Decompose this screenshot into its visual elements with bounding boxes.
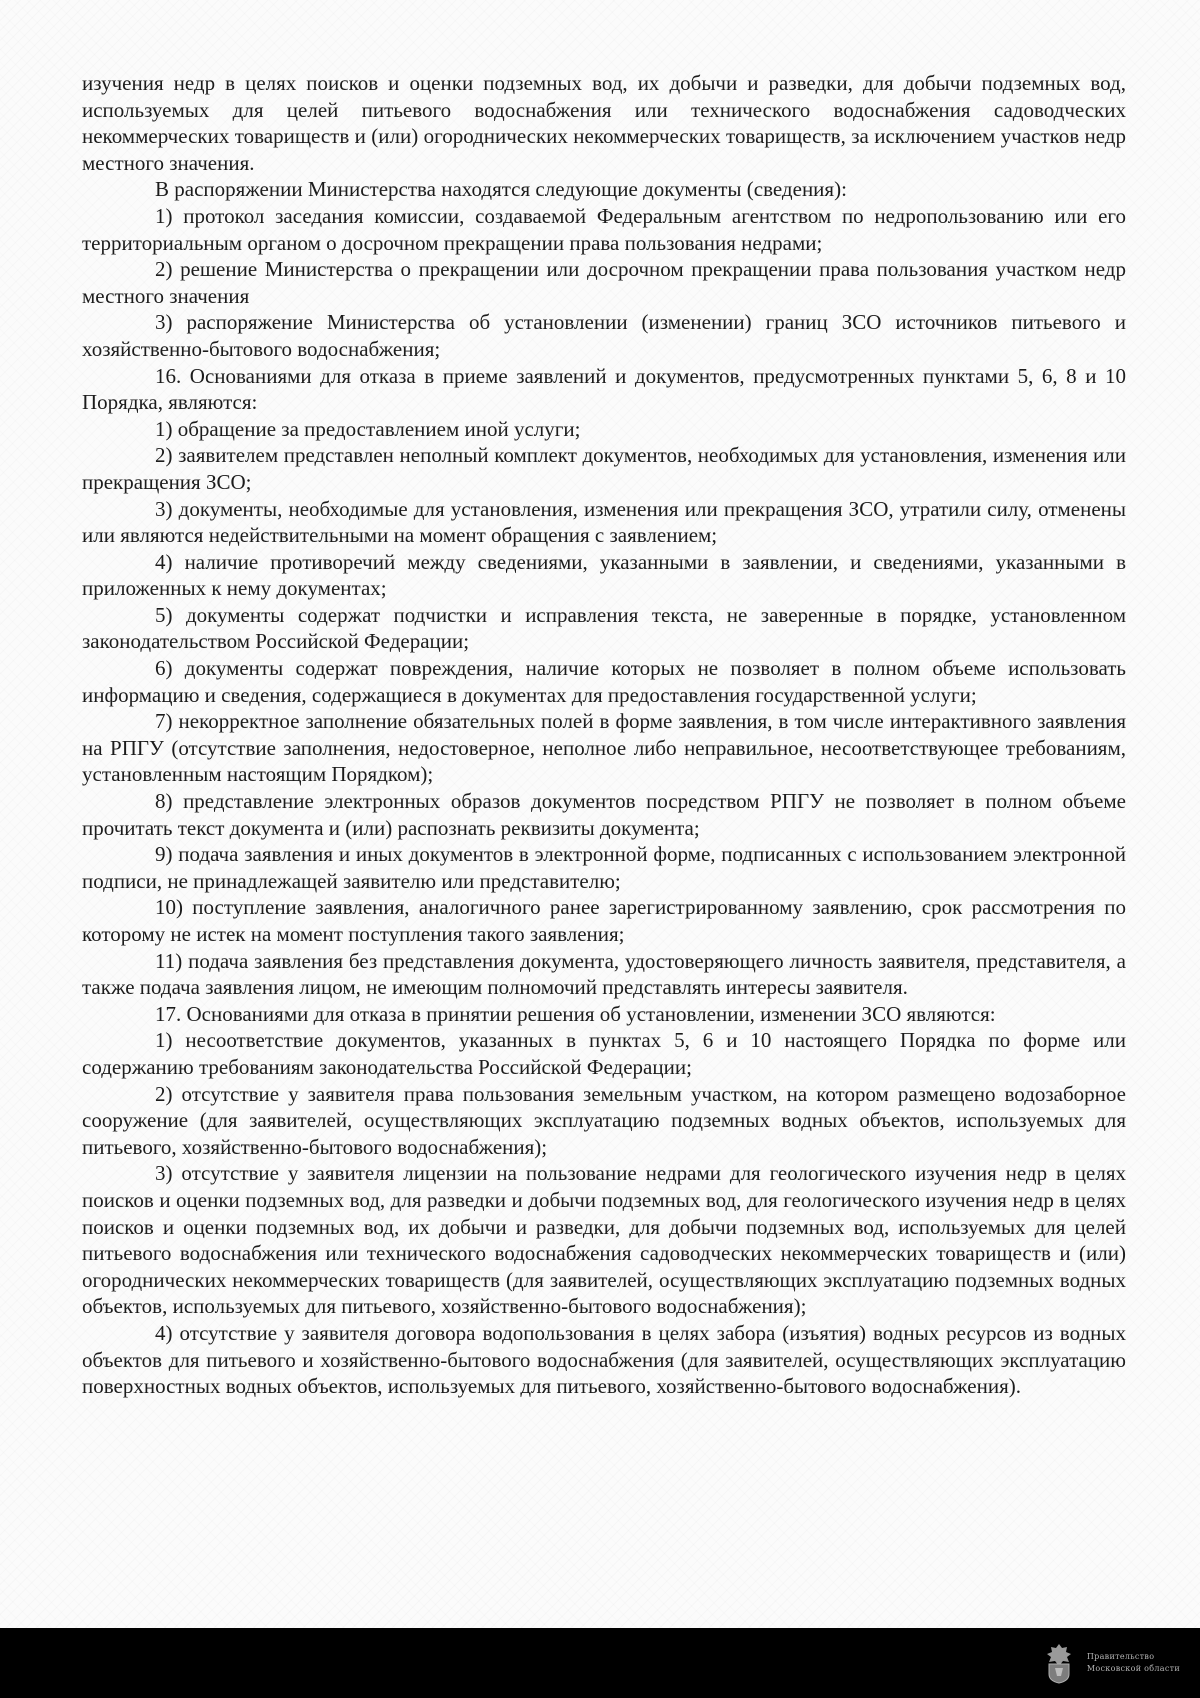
footer-logo: [1041, 1642, 1180, 1684]
coat-of-arms-icon: [1041, 1642, 1077, 1684]
footer-line-2: Московской области: [1086, 1664, 1180, 1673]
paragraph-item: 1) несоответствие документов, указанных в пунктах 5, 6 и 10 настоящего Порядка по форме или содержанию требованиям законодательства Российской Федерации;: [82, 1028, 1126, 1079]
paragraph-item: 4) наличие противоречий между сведениями, указанными в заявлении, и сведениями, указанными в приложенных к нему документах;: [82, 549, 1126, 601]
paragraph-item: 4) отсутствие у заявителя договора водопользования в целях забора (изъятия) водных ресурсов из водных объектов для питьевого и хозяйственно-бытового водоснабжения (для заявителей, осуществляющих эксплуатацию поверхностных водных объектов, используемых для питьевого, хозяйственно-бытового водоснабжения).: [82, 1320, 1126, 1399]
paragraph-item: 2) отсутствие у заявителя права пользования земельным участком, на котором размещено водозаборное сооружение (для заявителей, осуществляющих эксплуатацию подземных водных объектов, используемых для питьевого, хозяйственно-бытового водоснабжения);: [82, 1081, 1126, 1159]
paragraph-item: 9) подача заявления и иных документов в электронной форме, подписанных с использованием электронной подписи, не принадлежащей заявителю или представителю;: [82, 842, 1126, 893]
paragraph-item: 3) документы, необходимые для установления, изменения или прекращения ЗСО, утратили силу, отменены или являются недействительными на момент обращения с заявлением;: [82, 496, 1126, 548]
footer-caption: [1087, 1652, 1180, 1674]
paragraph-item: 1) протокол заседания комиссии, создаваемой Федеральным агентством по недропользованию или его территориальным органом о досрочном прекращении права пользования недрами;: [82, 203, 1126, 255]
paragraph-item: 8) представление электронных образов документов посредством РПГУ не позволяет в полном объеме прочитать текст документа и (или) распознать реквизиты документа;: [82, 789, 1126, 840]
paragraph-item: 10) поступление заявления, аналогичного ранее зарегистрированному заявлению, срок рассмотрения по которому не истек на момент поступления такого заявления;: [82, 895, 1126, 946]
paragraph-item: 1) обращение за предоставлением иной услуги;: [155, 416, 581, 441]
paragraph-item: 6) документы содержат повреждения, наличие которых не позволяет в полном объеме использовать информацию и сведения, содержащиеся в документах для предоставления государственной услуги;: [82, 656, 1126, 707]
document-body: [82, 70, 1126, 1400]
paragraph-clause-17: 17. Основаниями для отказа в принятии решения об установлении, изменении ЗСО являются:: [155, 1001, 996, 1026]
paragraph-item: 11) подача заявления без представления документа, удостоверяющего личность заявителя, представителя, а также подача заявления лицом, не имеющим полномочий представлять интересы заявителя.: [82, 948, 1126, 1000]
footer-line-1: Правительство: [1086, 1652, 1155, 1661]
paragraph-item: 2) заявителем представлен неполный комплект документов, необходимых для установления, изменения или прекращения ЗСО;: [82, 443, 1126, 494]
paragraph-item: 2) решение Министерства о прекращении или досрочном прекращении права пользования участком недр местного значения: [82, 257, 1126, 308]
paragraph-documents-intro: В распоряжении Министерства находятся следующие документы (сведения):: [155, 177, 847, 202]
paragraph-continuation: изучения недр в целях поисков и оценки подземных вод, их добычи и разведки, для добычи подземных вод, используемых для целей питьевого водоснабжения или технического водоснабжения садоводческих некоммерческих товариществ и (или) огороднических некоммерческих товариществ, за исключением участков недр местного значения.: [82, 71, 1126, 175]
paragraph-clause-16: 16. Основаниями для отказа в приеме заявлений и документов, предусмотренных пунктами 5, 6, 8 и 10 Порядка, являются:: [82, 363, 1126, 415]
paragraph-item: 3) распоряжение Министерства об установлении (изменении) границ ЗСО источников питьевого и хозяйственно-бытового водоснабжения;: [82, 310, 1126, 361]
footer-bar: [0, 1628, 1200, 1698]
paragraph-item: 7) некорректное заполнение обязательных полей в форме заявления, в том числе интерактивного заявления на РПГУ (отсутствие заполнения, недостоверное, неполное либо неправильное, несоответствующее требованиям, установленным настоящим Порядком);: [82, 709, 1126, 787]
paragraph-item: 5) документы содержат подчистки и исправления текста, не заверенные в порядке, установленном законодательством Российской Федерации;: [82, 602, 1126, 654]
paragraph-item: 3) отсутствие у заявителя лицензии на пользование недрами для геологического изучения недр в целях поисков и оценки подземных вод, для разведки и добычи подземных вод, для геологического изучения недр в целях поисков и оценки подземных вод, их добычи и разведки, для добычи подземных вод, используемых для целей питьевого водоснабжения или технического водоснабжения садоводческих некоммерческих товариществ и (или) огороднических некоммерческих товариществ (для заявителей, осуществляющих эксплуатацию подземных водных объектов, используемых для питьевого, хозяйственно-бытового водоснабжения);: [82, 1161, 1126, 1319]
